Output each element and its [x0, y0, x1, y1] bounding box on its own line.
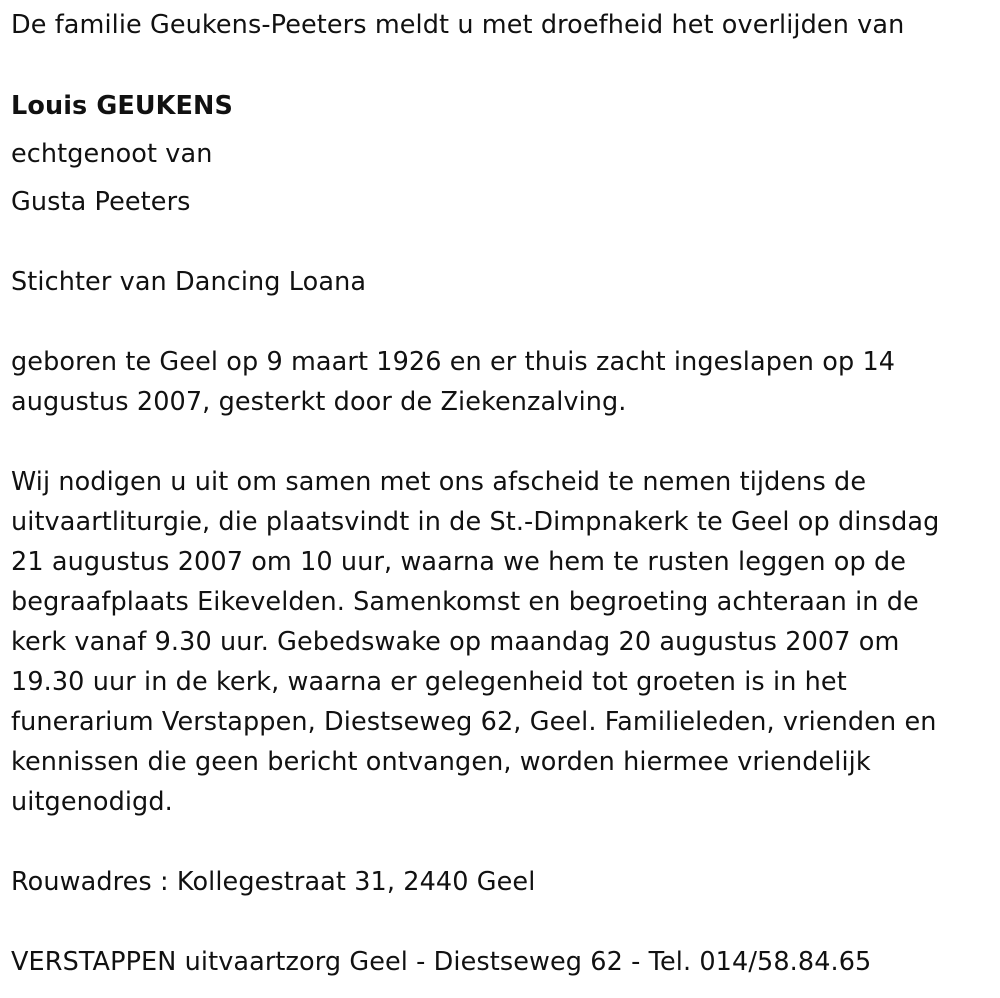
- spouse-label: echtgenoot van: [11, 139, 213, 169]
- birth-death-line: augustus 2007, gesterkt door de Ziekenzalving.: [11, 387, 627, 417]
- intro-text: De familie Geukens-Peeters meldt u met droefheid het overlijden van: [11, 10, 905, 40]
- birth-death-paragraph: [11, 342, 986, 422]
- invitation-line: 21 augustus 2007 om 10 uur, waarna we hem te rusten leggen op de: [11, 547, 907, 577]
- invitation-line: kennissen die geen bericht ontvangen, worden hiermee vriendelijk: [11, 747, 871, 777]
- invitation-line: funerarium Verstappen, Diestseweg 62, Geel. Familieleden, vrienden en: [11, 707, 937, 737]
- founder-line: Stichter van Dancing Loana: [11, 267, 367, 297]
- funeral-director: VERSTAPPEN uitvaartzorg Geel - Diestseweg 62 - Tel. 014/58.84.65: [11, 947, 872, 977]
- invitation-line: uitgenodigd.: [11, 787, 173, 817]
- invitation-line: begraafplaats Eikevelden. Samenkomst en begroeting achteraan in de: [11, 587, 919, 617]
- birth-death-line: geboren te Geel op 9 maart 1926 en er thuis zacht ingeslapen op 14: [11, 347, 896, 377]
- invitation-line: 19.30 uur in de kerk, waarna er gelegenheid tot groeten is in het: [11, 667, 847, 697]
- mourning-address: Rouwadres : Kollegestraat 31, 2440 Geel: [11, 867, 536, 897]
- invitation-line: Wij nodigen u uit om samen met ons afscheid te nemen tijdens de: [11, 467, 867, 497]
- invitation-paragraph: [11, 462, 986, 822]
- invitation-line: kerk vanaf 9.30 uur. Gebedswake op maandag 20 augustus 2007 om: [11, 627, 900, 657]
- spouse-name: Gusta Peeters: [11, 187, 191, 217]
- invitation-line: uitvaartliturgie, die plaatsvindt in de St.-Dimpnakerk te Geel op dinsdag: [11, 507, 940, 537]
- deceased-name: Louis GEUKENS: [11, 91, 233, 121]
